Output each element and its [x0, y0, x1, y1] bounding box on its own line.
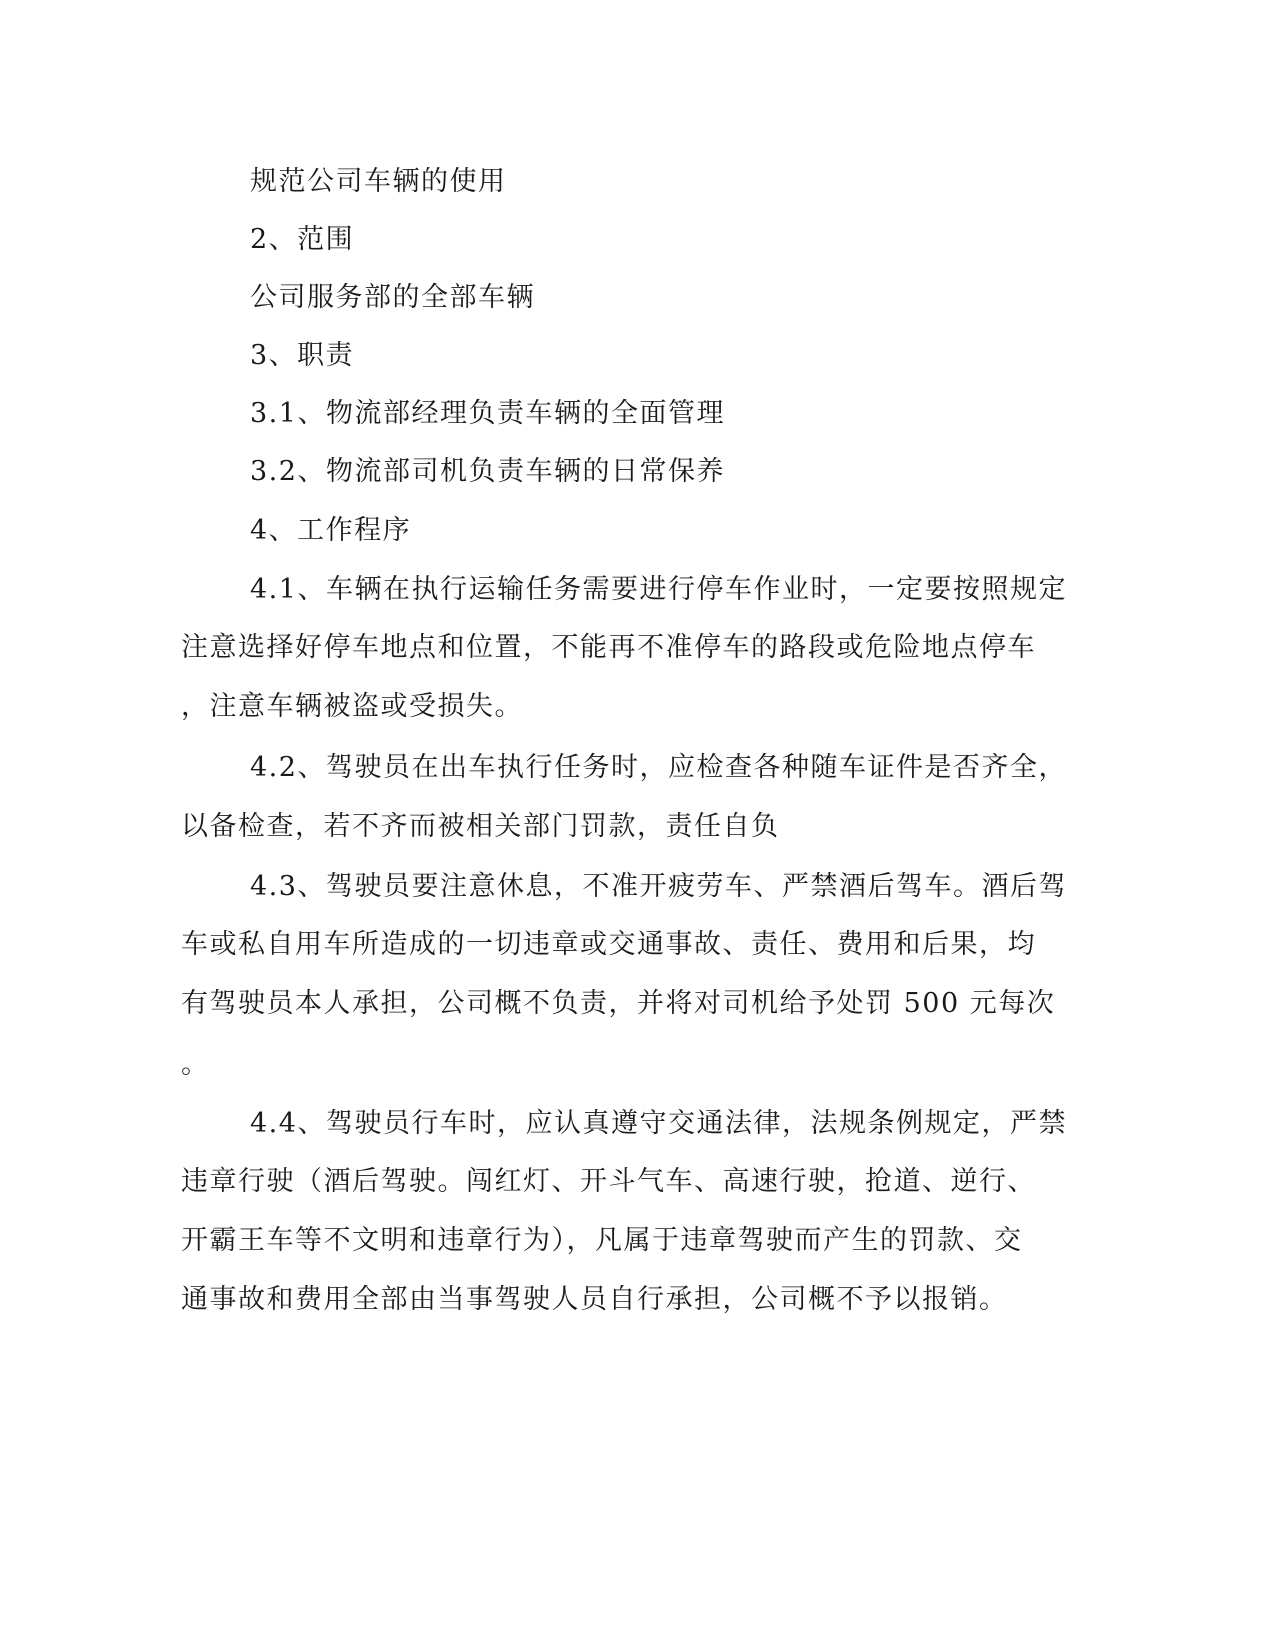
- heading-duties: 3、职责: [250, 340, 355, 371]
- heading-procedure: 4、工作程序: [250, 515, 412, 546]
- paragraph-4-3-line-1: 4.3、驾驶员要注意休息，不准开疲劳车、严禁酒后驾车。酒后驾: [250, 871, 1067, 902]
- paragraph-4-4-line-4: 通事故和费用全部由当事驾驶人员自行承担，公司概不予以报销。: [181, 1284, 1008, 1315]
- text-line-duty-3-1: 3.1、物流部经理负责车辆的全面管理: [250, 398, 725, 429]
- text-line-purpose: 规范公司车辆的使用: [250, 166, 507, 197]
- paragraph-4-1-line-3: ，注意车辆被盗或受损失。: [181, 691, 523, 722]
- paragraph-4-2-line-1: 4.2、驾驶员在出车执行任务时，应检查各种随车证件是否齐全，: [250, 752, 1067, 783]
- paragraph-4-3-line-3: 有驾驶员本人承担，公司概不负责，并将对司机给予处罚 500 元每次: [181, 988, 1056, 1019]
- paragraph-4-4-line-1: 4.4、驾驶员行车时，应认真遵守交通法律，法规条例规定，严禁: [250, 1108, 1067, 1139]
- paragraph-4-4-line-2: 违章行驶（酒后驾驶。闯红灯、开斗气车、高速行驶，抢道、逆行、: [181, 1166, 1036, 1197]
- paragraph-4-1-line-1: 4.1、车辆在执行运输任务需要进行停车作业时，一定要按照规定: [250, 574, 1067, 605]
- paragraph-4-3-line-4: 。: [181, 1049, 210, 1080]
- text-line-scope: 公司服务部的全部车辆: [250, 282, 535, 313]
- paragraph-4-4-line-3: 开霸王车等不文明和违章行为），凡属于违章驾驶而产生的罚款、交: [181, 1225, 1023, 1256]
- paragraph-4-1-line-2: 注意选择好停车地点和位置，不能再不准停车的路段或危险地点停车: [181, 632, 1036, 663]
- paragraph-4-3-line-2: 车或私自用车所造成的一切违章或交通事故、责任、费用和后果，均: [181, 929, 1036, 960]
- text-line-duty-3-2: 3.2、物流部司机负责车辆的日常保养: [250, 456, 725, 487]
- paragraph-4-2-line-2: 以备检查，若不齐而被相关部门罚款，责任自负: [181, 811, 780, 842]
- heading-scope: 2、范围: [250, 224, 355, 255]
